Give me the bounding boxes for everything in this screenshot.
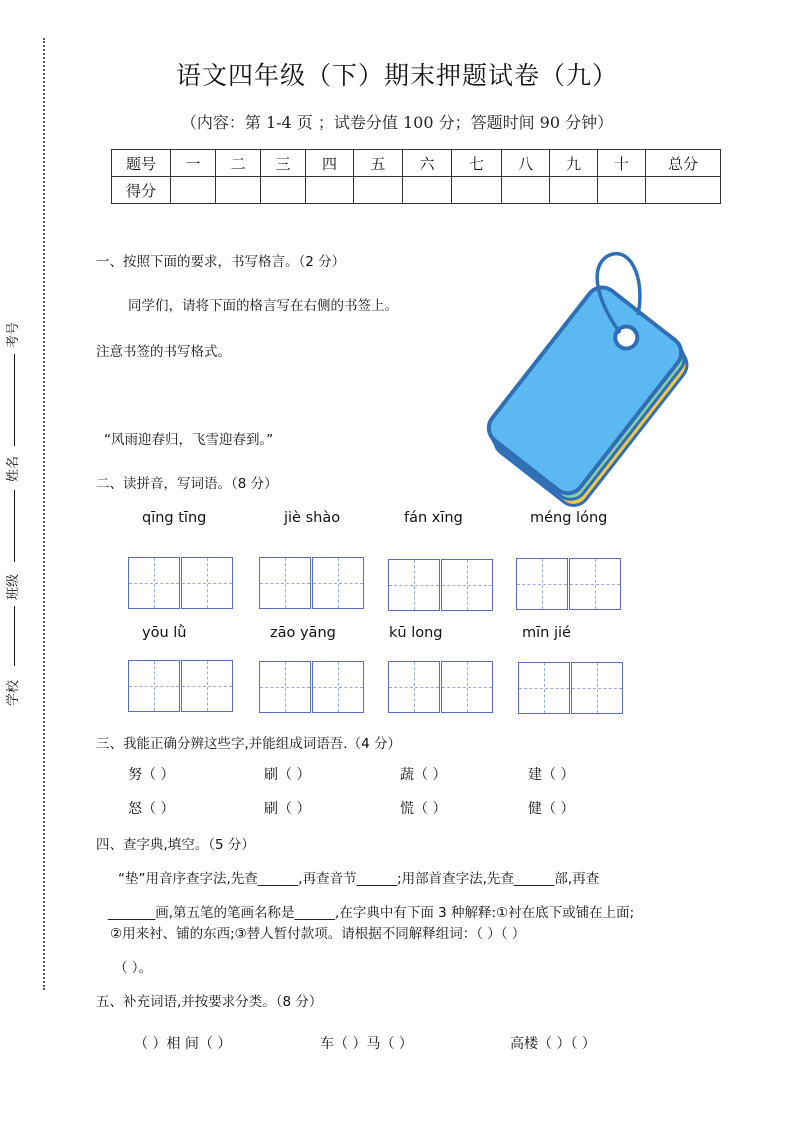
section4-line1[interactable]: “垫”用音序查字法,先查______,再查音节______;用部首查字法,先查______部,再查 bbox=[118, 871, 600, 887]
section1-quote: “风雨迎春归，飞雪迎春到。” bbox=[104, 432, 274, 448]
score-input-cell[interactable] bbox=[216, 177, 261, 204]
tian-grid[interactable] bbox=[128, 557, 236, 609]
score-input-cell[interactable] bbox=[354, 177, 403, 204]
score-header-cell: 四 bbox=[306, 150, 354, 177]
section3-heading: 三、我能正确分辨这些字,并能组成词语吾.（4 分） bbox=[96, 736, 401, 752]
side-label-xuexiao: 学校 bbox=[6, 679, 21, 706]
side-field-xingming bbox=[2, 455, 32, 492]
side-line-banji[interactable] bbox=[14, 606, 15, 666]
bookmark-tag-icon[interactable] bbox=[470, 245, 702, 507]
score-header-cell: 题号 bbox=[112, 150, 171, 177]
score-input-cell[interactable] bbox=[403, 177, 452, 204]
char-item[interactable]: 刷（ ） bbox=[264, 767, 311, 783]
side-label-banji: 班级 bbox=[6, 573, 21, 600]
tian-grid[interactable] bbox=[259, 557, 367, 609]
score-input-cell[interactable] bbox=[598, 177, 646, 204]
score-row-label: 得分 bbox=[112, 177, 171, 204]
score-input-cell[interactable] bbox=[261, 177, 306, 204]
score-table bbox=[111, 149, 721, 204]
score-header-cell: 二 bbox=[216, 150, 261, 177]
section4-line3[interactable]: ②用来衬、铺的东西;③替人暂付款项。请根据不同解释组词：（ ）（ ） bbox=[110, 926, 526, 942]
score-input-cell[interactable] bbox=[502, 177, 550, 204]
idiom-item[interactable]: （ ）相 间（ ） bbox=[134, 1036, 232, 1052]
side-field-kaohao bbox=[2, 321, 32, 358]
tian-grid[interactable] bbox=[518, 662, 626, 714]
tian-grid[interactable] bbox=[128, 660, 236, 712]
tian-grid[interactable] bbox=[388, 661, 496, 713]
pinyin-3: fán xīng bbox=[404, 510, 463, 526]
pinyin-5: yōu lǜ bbox=[142, 625, 187, 641]
char-item[interactable]: 蔬（ ） bbox=[400, 767, 447, 783]
score-header-cell: 八 bbox=[502, 150, 550, 177]
section1-heading: 一、按照下面的要求，书写格言。（2 分） bbox=[96, 254, 346, 270]
side-label-kaohao: 考号 bbox=[6, 321, 21, 348]
score-header-cell: 三 bbox=[261, 150, 306, 177]
tian-grid[interactable] bbox=[516, 558, 624, 610]
side-field-xuexiao bbox=[2, 679, 32, 716]
score-header-cell: 十 bbox=[598, 150, 646, 177]
page-subtitle: （内容：第 1-4 页 ；试卷分值 100 分；答题时间 90 分钟） bbox=[180, 113, 614, 132]
tian-grid[interactable] bbox=[259, 661, 367, 713]
binding-dotted-line bbox=[43, 38, 45, 990]
score-table-score-row bbox=[112, 177, 721, 204]
pinyin-6: zāo yāng bbox=[270, 625, 336, 641]
score-table-header-row bbox=[112, 150, 721, 177]
score-input-cell[interactable] bbox=[646, 177, 721, 204]
pinyin-7: kū long bbox=[389, 625, 443, 641]
char-item[interactable]: 刷（ ） bbox=[264, 801, 311, 817]
char-item[interactable]: 怒（ ） bbox=[128, 801, 175, 817]
tian-grid[interactable] bbox=[388, 559, 496, 611]
side-label-xingming: 姓名 bbox=[6, 455, 21, 482]
score-input-cell[interactable] bbox=[452, 177, 502, 204]
side-field-banji bbox=[2, 573, 32, 610]
page-title: 语文四年级（下）期末押题试卷（九） bbox=[175, 61, 618, 90]
score-header-cell: 九 bbox=[550, 150, 598, 177]
score-header-cell: 一 bbox=[171, 150, 216, 177]
side-line-kaohao[interactable] bbox=[14, 354, 15, 446]
pinyin-4: méng lóng bbox=[530, 510, 608, 526]
pinyin-2: jiè shào bbox=[284, 510, 341, 526]
score-input-cell[interactable] bbox=[306, 177, 354, 204]
section2-heading: 二、读拼音，写词语。（8 分） bbox=[96, 476, 278, 492]
idiom-item[interactable]: 高楼（ ）（ ） bbox=[510, 1036, 596, 1052]
side-line-xingming[interactable] bbox=[14, 490, 15, 562]
section5-heading: 五、补充词语,并按要求分类。（8 分） bbox=[96, 994, 323, 1010]
char-item[interactable]: 建（ ） bbox=[528, 767, 575, 783]
score-input-cell[interactable] bbox=[550, 177, 598, 204]
section4-line2[interactable]: _______画,第五笔的笔画名称是______,在字典中有下面 3 种解释:①衬在底下或铺在上面; bbox=[108, 905, 635, 921]
section1-note: 注意书签的书写格式。 bbox=[96, 344, 231, 360]
char-item[interactable]: 努（ ） bbox=[128, 767, 175, 783]
section4-heading: 四、查字典,填空。（5 分） bbox=[96, 837, 255, 853]
score-header-cell: 六 bbox=[403, 150, 452, 177]
section1-instruction: 同学们，请将下面的格言写在右侧的书签上。 bbox=[128, 298, 398, 314]
section4-line4[interactable]: （ ）。 bbox=[114, 960, 153, 976]
score-header-cell: 总分 bbox=[646, 150, 721, 177]
pinyin-8: mīn jié bbox=[522, 625, 571, 641]
char-item[interactable]: 健（ ） bbox=[528, 801, 575, 817]
score-input-cell[interactable] bbox=[171, 177, 216, 204]
pinyin-1: qīng tīng bbox=[142, 510, 207, 526]
score-header-cell: 七 bbox=[452, 150, 502, 177]
idiom-item[interactable]: 车（ ）马（ ） bbox=[320, 1036, 413, 1052]
score-header-cell: 五 bbox=[354, 150, 403, 177]
char-item[interactable]: 慌（ ） bbox=[400, 801, 447, 817]
